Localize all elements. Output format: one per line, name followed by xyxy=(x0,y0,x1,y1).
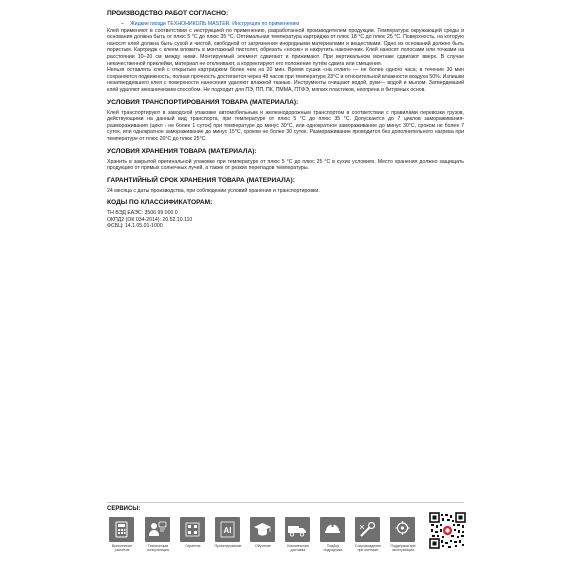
design-icon xyxy=(215,517,240,542)
qr-code[interactable] xyxy=(429,512,466,549)
service-consultation[interactable] xyxy=(145,517,171,552)
document-content xyxy=(107,10,464,230)
warranty-heading: ГАРАНТИЙНЫЙ СРОК ХРАНЕНИЯ ТОВАРА (МАТЕРИАЛА): xyxy=(107,176,295,184)
calculator-icon xyxy=(109,517,134,542)
service-label: Техническая консультация xyxy=(147,544,169,552)
service-warranty[interactable] xyxy=(180,517,206,548)
consultation-icon xyxy=(145,517,170,542)
operation-support-icon xyxy=(390,517,415,542)
contractor-icon xyxy=(320,517,345,542)
storage-heading: УСЛОВИЯ ХРАНЕНИЯ ТОВАРА (МАТЕРИАЛА): xyxy=(107,147,257,155)
works-body-2: Нельзя оставлять клей с открытым картриджем более чем на 20 мин. Время сушки «на отлип» — не более одного часа; в течение 30 мин сохраняется подвижность; полная прочность достигается через 48 часов при температуре 23°С и относительной влажности воздуха 50%. Излишки незатвердевшего клея с поверхности нанесения удаляют влажной тканью. Инструменты очищают водой, руки— водой и мылом. Затвердевший клей удаляют механическим способом. Не подходит для ПЭ, ПП, ПК, ПММА, ПТФЭ, мягких пластиков, неопрена и битумных основ. xyxy=(107,67,464,93)
warranty-icon xyxy=(180,517,205,542)
codes-block xyxy=(107,199,464,230)
service-label: Комплексная доставка xyxy=(287,544,309,552)
transport-body: Клей транспортируют в заводской упаковке автомобильным и железнодорожным транспортом в соответствии с правилами перевозки грузов, действующими на данный вид транспорта, при температуре от плюс 5 °С до плюс 35 °С. Допускается до 7 циклов замораживания-размораживания (цикл - не более 1 суток) при температуре до минус 30°С, или однократное замораживание до минус 30°С, сроком не более 7 суток, или однократное замораживание до минус 15°С, сроком не более 30 суток. Размораживание проводится без дополнительного нагрева при температуре от плюс 20°С до плюс 25°С. xyxy=(107,109,464,142)
code-line: ФСБЦ: 14.1.05.01-1000 xyxy=(107,223,163,230)
works-link-item[interactable]: – Жидкие гвозди ТЕХНОНИКОЛЬ MASTER. Инструкция по применению xyxy=(121,21,300,27)
storage-body: Хранить в закрытой оригинальной упаковке при температуре от плюс 5 °С до плюс 25 °С в сухих условиях. Место хранения должно защищать продукцию от прямых солнечных лучей, а также от резких перепадов температуры. xyxy=(107,158,464,172)
instruction-link[interactable]: Жидкие гвозди ТЕХНОНИКОЛЬ MASTER. Инструкция по применению xyxy=(130,21,300,27)
svg-text:AI: AI xyxy=(223,526,232,535)
delivery-icon xyxy=(285,517,310,542)
service-label: Сопровождение при монтаже xyxy=(354,544,382,552)
service-label: Гарантия xyxy=(185,544,201,548)
warranty-body: 24 месяца с даты производства, при соблюдении условий хранения и транспортировки. xyxy=(107,187,320,194)
transport-heading: УСЛОВИЯ ТРАНСПОРТИРОВАНИЯ ТОВАРА (МАТЕРИАЛА): xyxy=(107,98,299,106)
code-line: ТН ВЭД ЕАЭС: 3506 99 000 0 xyxy=(107,210,178,217)
service-training[interactable] xyxy=(250,517,276,548)
service-label: Проектирование xyxy=(214,544,242,548)
service-calculations[interactable] xyxy=(109,517,135,552)
service-installation[interactable] xyxy=(355,517,381,552)
installation-support-icon xyxy=(355,517,380,542)
service-operation-support[interactable] xyxy=(390,517,416,552)
works-heading: ПРОИЗВОДСТВО РАБОТ СОГЛАСНО: xyxy=(107,10,229,17)
service-label: Выполнение расчетов xyxy=(111,544,133,552)
service-delivery[interactable] xyxy=(285,517,311,552)
divider xyxy=(107,502,464,503)
service-label: Подбор подрядчика xyxy=(323,544,343,552)
service-design[interactable] xyxy=(215,517,241,548)
services-title: СЕРВИСЫ: xyxy=(107,506,141,512)
service-label: Обучение xyxy=(254,544,271,548)
service-label: Поддержка при эксплуатации xyxy=(390,544,416,552)
training-icon xyxy=(250,517,275,542)
works-body: Клей применяют в соответствии с инструкцией по применению, разработанной производителем продукции. Температура окружающей среды и основания должна быть от плюс 5 °С до плюс 35 °С. Оптимальная температура картриджа от плюс 18 °С до плюс 25 °С. Поверхность, на которую наносят клей должна быть сухой и чистой, свободной от загрязнения инородными материалами и веществами. Одно из оснований должно быть пористым. Картридж с клеем вложить в монтажный пистолет, обрезать «носик» и накрутить наконечник. Клей наносят полосами или точками на расстоянии 10–20 см между ними. Монтируемый элемент сдвигают и прижимают. При вертикальном монтаже сдвигают вверх. В случае некачественной приклейки, материал не отклеивают, а корректируют его положение путём сдвига или смещения. xyxy=(107,27,464,67)
service-contractor[interactable] xyxy=(320,517,346,552)
codes-heading: КОДЫ ПО КЛАССИФИКАТОРАМ: xyxy=(107,199,213,207)
code-line: ОКПД2 (ОК 034-2014): 20.52.10.110 xyxy=(107,216,193,223)
